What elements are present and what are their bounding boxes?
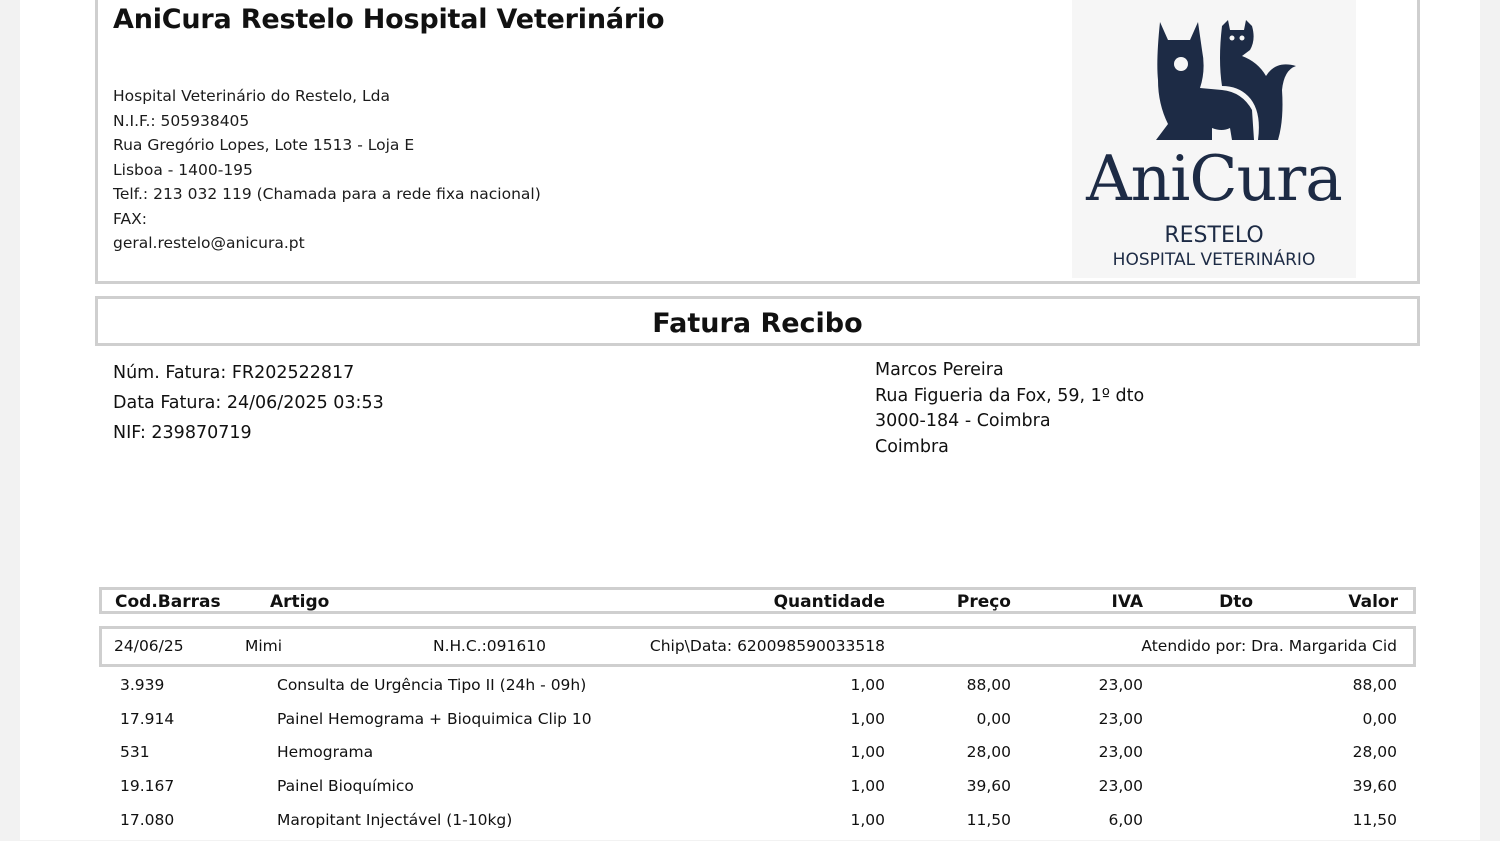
row-price: 39,60 — [966, 777, 1011, 795]
col-header-code: Cod.Barras — [115, 592, 221, 612]
company-details — [113, 84, 541, 256]
visit-chip: Chip\Data: 620098590033518 — [649, 637, 885, 655]
row-price: 11,50 — [966, 811, 1011, 829]
row-value: 0,00 — [1362, 710, 1397, 728]
row-item: Maropitant Injectável (1-10kg) — [277, 811, 513, 829]
row-qty: 1,00 — [850, 777, 885, 795]
logo-wordmark: AniCura — [1086, 142, 1342, 215]
invoice-meta — [113, 358, 384, 448]
col-header-discount: Dto — [1219, 592, 1253, 612]
row-vat: 23,00 — [1098, 777, 1143, 795]
row-qty: 1,00 — [850, 710, 885, 728]
row-code: 17.914 — [120, 710, 175, 728]
table-row — [20, 811, 1480, 841]
company-street: Rua Gregório Lopes, Lote 1513 - Loja E — [113, 136, 415, 154]
invoice-number: Núm. Fatura: FR202522817 — [113, 363, 355, 383]
logo-subtitle-restelo: RESTELO — [1164, 223, 1264, 248]
document-title: Fatura Recibo — [652, 308, 863, 339]
row-item: Painel Hemograma + Bioquimica Clip 10 — [277, 710, 592, 728]
table-row — [20, 676, 1480, 706]
client-name: Marcos Pereira — [875, 360, 1004, 380]
company-fax: FAX: — [113, 209, 147, 228]
anicura-logo — [1072, 0, 1356, 278]
row-price: 0,00 — [976, 710, 1011, 728]
client-postcode: 3000-184 - Coimbra — [875, 411, 1051, 432]
col-header-price: Preço — [956, 592, 1011, 612]
col-header-qty: Quantidade — [773, 592, 885, 612]
company-legal-name: Hospital Veterinário do Restelo, Lda — [113, 87, 390, 105]
row-qty: 1,00 — [850, 811, 885, 829]
row-price: 88,00 — [966, 676, 1011, 694]
row-code: 531 — [120, 743, 150, 761]
row-qty: 1,00 — [850, 743, 885, 761]
row-value: 11,50 — [1352, 811, 1397, 829]
table-row — [20, 743, 1480, 773]
visit-date: 24/06/25 — [114, 637, 184, 655]
row-value: 28,00 — [1352, 743, 1397, 761]
row-vat: 23,00 — [1098, 710, 1143, 728]
row-code: 3.939 — [120, 676, 165, 694]
col-header-vat: IVA — [1111, 592, 1143, 612]
visit-nhc: N.H.C.:091610 — [433, 637, 546, 655]
invoice-page — [20, 0, 1480, 840]
col-header-value: Valor — [1348, 592, 1398, 612]
row-item: Consulta de Urgência Tipo II (24h - 09h) — [277, 676, 587, 694]
row-vat: 23,00 — [1098, 743, 1143, 761]
row-price: 28,00 — [966, 743, 1011, 761]
client-city: Coimbra — [875, 436, 949, 457]
row-vat: 6,00 — [1108, 811, 1143, 829]
dog-and-cat-icon — [1072, 0, 1356, 150]
client-address — [875, 358, 1144, 460]
company-name: AniCura Restelo Hospital Veterinário — [113, 4, 665, 35]
company-nif: N.I.F.: 505938405 — [113, 111, 250, 130]
row-value: 88,00 — [1352, 676, 1397, 694]
visit-pet-name: Mimi — [245, 637, 283, 655]
row-code: 17.080 — [120, 811, 175, 829]
visit-attended-by: Atendido por: Dra. Margarida Cid — [1141, 637, 1397, 655]
company-phone: Telf.: 213 032 119 (Chamada para a rede fixa nacional) — [113, 185, 541, 203]
company-email: geral.restelo@anicura.pt — [113, 234, 305, 252]
invoice-nif: NIF: 239870719 — [113, 423, 252, 443]
row-vat: 23,00 — [1098, 676, 1143, 694]
row-qty: 1,00 — [850, 676, 885, 694]
col-header-item: Artigo — [270, 592, 330, 612]
company-city: Lisboa - 1400-195 — [113, 160, 253, 179]
invoice-date: Data Fatura: 24/06/2025 03:53 — [113, 393, 384, 413]
table-row — [20, 777, 1480, 807]
row-code: 19.167 — [120, 777, 175, 795]
row-value: 39,60 — [1352, 777, 1397, 795]
logo-subtitle-hospital: HOSPITAL VETERINÁRIO — [1112, 250, 1316, 270]
client-street: Rua Figueria da Fox, 59, 1º dto — [875, 385, 1145, 406]
table-row — [20, 710, 1480, 740]
row-item: Painel Bioquímico — [277, 777, 414, 795]
row-item: Hemograma — [277, 743, 374, 761]
